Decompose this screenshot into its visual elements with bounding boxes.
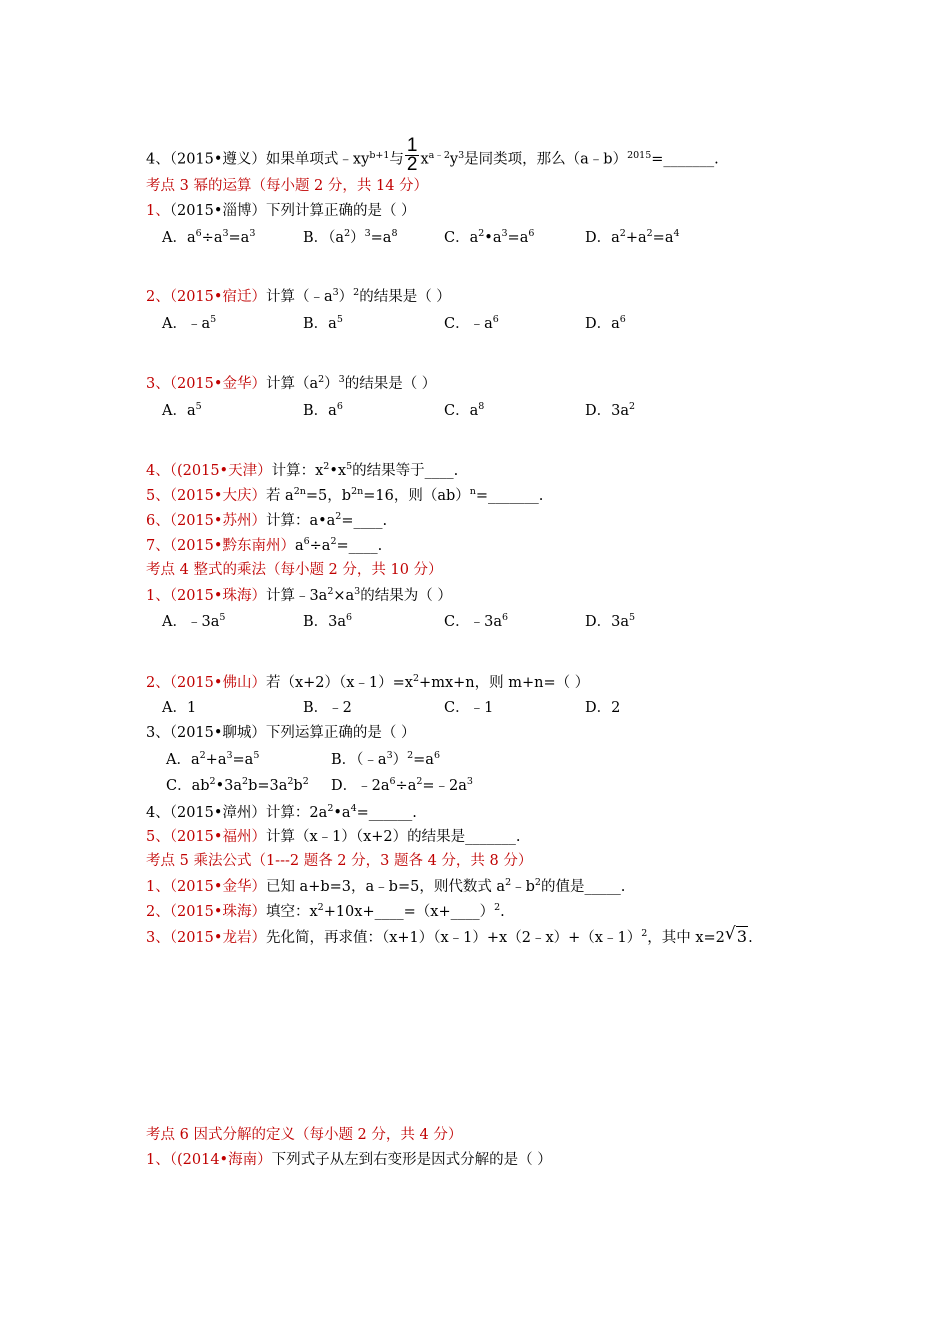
- question-text: 1、（2015•淄博）下列计算正确的是（ ）: [146, 203, 416, 219]
- section-heading: 考点 4 整式的乘法（每小题 2 分，共 10 分）: [146, 562, 443, 578]
- question-text: 1、（(2014•海南）下列式子从左到右变形是因式分解的是（ ）: [146, 1152, 552, 1168]
- option-c: C．$a^8$: [444, 401, 485, 419]
- question-text: 2、（2015•珠海）填空：$x^2+10x+\_\_\_\_=(x+\_\_\_\_)^2$.: [146, 902, 505, 920]
- option-d: D．$a^2+a^2=a^4$: [585, 228, 680, 246]
- option-d: D．$﹣2a^6\div a^2=﹣2a^3$: [331, 776, 473, 794]
- option-a: A．$﹣a^5$: [162, 314, 217, 332]
- question-text: 3、（2015•聊城）下列运算正确的是（ ）: [146, 725, 416, 741]
- option-a: A．$a^6\div a^3=a^3$: [162, 228, 256, 246]
- question-text: 1、（2015•珠海）计算$﹣3a^2\times a^3$的结果为（ ）: [146, 586, 452, 604]
- question-text: 1、（2015•金华）已知 a+b=3，a﹣b=5，则代数式 $a^2﹣b^2$的值是_____.: [146, 877, 626, 895]
- question-text: 2、（2015•佛山）若$(x+2)(x﹣1)=x^2+mx+n$，则 m+n=（ ）: [146, 673, 590, 691]
- option-c: C．﹣1: [444, 700, 494, 716]
- question-text: 3、（2015•龙岩）先化简，再求值：（x+1）（x﹣1）+x（2﹣x）+（x﹣1）$^2$，其中 x=2 √ 3.: [146, 924, 753, 946]
- option-c: C．$﹣3a^6$: [444, 612, 509, 630]
- option-a: A．$a^5$: [162, 401, 202, 419]
- question-text: 5、（2015•福州）计算（x﹣1）（x+2）的结果是_______.: [146, 829, 521, 845]
- question-text: 4、（2015•遵义）如果单项式$﹣xy^{b+1}$与 $\frac{1}{2}$ $x^{a﹣2}y^3$是同类项，那么（a﹣b）$^{2015}$=_______.: [146, 135, 719, 175]
- question-text: 7、（2015•黔东南州）$a^6\div a^2=\_\_\_\_$.: [146, 536, 383, 554]
- section-heading: 考点 3 幂的运算（每小题 2 分，共 14 分）: [146, 178, 429, 194]
- question-text: 5、（2015•大庆）若 $a^{2n}=5$，$b^{2n}=16$，则（ab）$^n$=_______.: [146, 486, 544, 504]
- option-c: C．$﹣a^6$: [444, 314, 499, 332]
- option-c: C．$a^2•a^3=a^6$: [444, 228, 535, 246]
- question-text: 3、（2015•金华）计算$(a^2)^3$的结果是（ ）: [146, 374, 437, 392]
- option-b: B．$(﹣a^3)^2=a^6$: [331, 750, 440, 768]
- option-d: D．$3a^5$: [585, 612, 636, 630]
- option-d: D．$3a^2$: [585, 401, 636, 419]
- option-b: B．$(a^2)^3=a^8$: [303, 228, 398, 246]
- option-a: A．1: [162, 700, 197, 716]
- option-b: B．$a^6$: [303, 401, 343, 419]
- section-heading: 考点 6 因式分解的定义（每小题 2 分，共 4 分）: [146, 1127, 463, 1143]
- question-text: 2、（2015•宿迁）计算$(﹣a^3)^2$的结果是（ ）: [146, 287, 451, 305]
- question-text: 4、（(2015•天津）计算：$x^2•x^5$的结果等于____.: [146, 461, 459, 479]
- question-text: 4、（2015•漳州）计算：$2a^2•a^4=\_\_\_\_\_\_$.: [146, 803, 417, 821]
- option-c: C．$ab^2•3a^2b=3a^2b^2$: [166, 776, 309, 794]
- option-d: D．$a^6$: [585, 314, 626, 332]
- square-root: √ 3: [724, 924, 748, 946]
- option-d: D．2: [585, 700, 621, 716]
- option-b: B．$3a^6$: [303, 612, 353, 630]
- question-text: 6、（2015•苏州）计算：$a•a^2=\_\_\_\_$.: [146, 511, 388, 529]
- fraction: $\frac{1}{2}$: [406, 135, 418, 175]
- section-heading: 考点 5 乘法公式（1---2 题各 2 分，3 题各 4 分，共 8 分）: [146, 853, 533, 869]
- option-b: B．$a^5$: [303, 314, 343, 332]
- option-a: A．$﹣3a^5$: [162, 612, 226, 630]
- option-b: B．﹣2: [303, 700, 352, 716]
- option-a: A．$a^2+a^3=a^5$: [166, 750, 260, 768]
